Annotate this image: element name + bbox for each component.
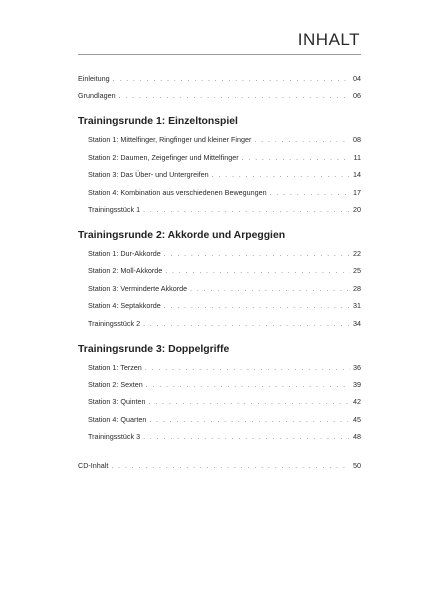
toc-entry-cd-inhalt [78, 461, 361, 470]
spacer [78, 449, 361, 461]
toc-entry-label: Einleitung [78, 74, 110, 83]
toc-leader-dots [145, 364, 350, 373]
toc-entry-label: Station 1: Terzen [88, 362, 142, 372]
section-heading-trainingsrunde-3: Trainingsrunde 3: Doppelgriffe [78, 343, 230, 355]
toc-entry-page: 06 [353, 91, 361, 101]
toc-entry [78, 153, 361, 162]
toc-leader-dots [113, 75, 350, 84]
toc-entry-page: 20 [353, 204, 361, 214]
toc-entry-label: Station 1: Mittelfinger, Ringfinger und kleiner Finger [88, 135, 252, 145]
toc-entry-page: 45 [353, 414, 361, 424]
toc-entry [78, 319, 361, 328]
toc-leader-dots [164, 302, 350, 311]
toc-entry [78, 135, 361, 144]
toc-leader-dots [119, 92, 350, 101]
section-heading-trainingsrunde-2: Trainingsrunde 2: Akkorde und Arpeggien [78, 229, 286, 241]
toc-entry-label: Trainingsstück 2 [88, 318, 141, 328]
toc-entry-label: Station 3: Verminderte Akkorde [88, 283, 188, 293]
toc-entry-page: 22 [353, 248, 361, 258]
toc-leader-dots [270, 189, 350, 198]
toc-entry [78, 415, 361, 424]
toc-entry-label: Station 4: Quarten [88, 414, 147, 424]
toc-entry-page: 48 [353, 432, 361, 442]
toc-entry [78, 301, 361, 310]
toc-entry-grundlagen [78, 91, 361, 100]
toc-entry-page: 42 [353, 397, 361, 407]
toc-leader-dots [143, 320, 350, 329]
toc-leader-dots [190, 285, 350, 294]
toc-leader-dots [149, 416, 350, 425]
toc-entry [78, 432, 361, 441]
header-divider [78, 54, 361, 55]
toc-entry-page: 31 [353, 301, 361, 311]
toc-entry-einleitung [78, 74, 361, 83]
toc-entry-label: Trainingsstück 1 [88, 204, 141, 214]
toc-entry-page: 14 [353, 170, 361, 180]
toc-entry-label: Station 4: Septakkorde [88, 301, 161, 311]
toc-entry-page: 36 [353, 362, 361, 372]
toc-leader-dots [164, 250, 350, 259]
toc-leader-dots [212, 171, 350, 180]
toc-entry [78, 397, 361, 406]
table-of-contents [78, 74, 361, 479]
section-heading-trainingsrunde-1: Trainingsrunde 1: Einzeltonspiel [78, 116, 238, 128]
toc-leader-dots [143, 433, 350, 442]
toc-entry-label: Trainingsstück 3 [88, 432, 141, 442]
toc-entry [78, 205, 361, 214]
toc-entry [78, 266, 361, 275]
toc-entry-page: 28 [353, 283, 361, 293]
toc-entry [78, 170, 361, 179]
toc-entry-label: Station 2: Sexten [88, 379, 143, 389]
toc-entry-page: 25 [353, 266, 361, 276]
toc-entry-page: 50 [353, 461, 361, 471]
toc-entry-page: 04 [353, 74, 361, 83]
toc-leader-dots [242, 154, 351, 163]
toc-leader-dots [149, 398, 350, 407]
toc-entry-label: Station 1: Dur-Akkorde [88, 248, 161, 258]
toc-entry-label: Station 2: Moll-Akkorde [88, 266, 163, 276]
toc-entry-label: Station 3: Quinten [88, 397, 146, 407]
toc-entry-label: Station 3: Das Über- und Untergreifen [88, 170, 209, 180]
toc-entry-page: 34 [353, 318, 361, 328]
toc-entry-label: Station 4: Kombination aus verschiedenen Bewegungen [88, 187, 267, 197]
toc-leader-dots [146, 381, 350, 390]
toc-entry [78, 284, 361, 293]
toc-leader-dots [165, 267, 350, 276]
toc-entry [78, 363, 361, 372]
page-title: INHALT [297, 30, 360, 49]
toc-leader-dots [111, 462, 350, 471]
toc-entry-page: 39 [353, 379, 361, 389]
toc-entry-page: 08 [353, 135, 361, 145]
toc-entry [78, 249, 361, 258]
toc-entry-label: CD-Inhalt [78, 461, 109, 471]
toc-entry-page: 17 [353, 187, 361, 197]
toc-entry [78, 188, 361, 197]
toc-entry-label: Grundlagen [78, 91, 116, 101]
toc-entry-label: Station 2: Daumen, Zeigefinger und Mittelfinger [88, 152, 239, 162]
toc-leader-dots [254, 136, 350, 145]
toc-leader-dots [143, 206, 350, 215]
toc-entry [78, 380, 361, 389]
toc-entry-page: 11 [353, 152, 361, 162]
